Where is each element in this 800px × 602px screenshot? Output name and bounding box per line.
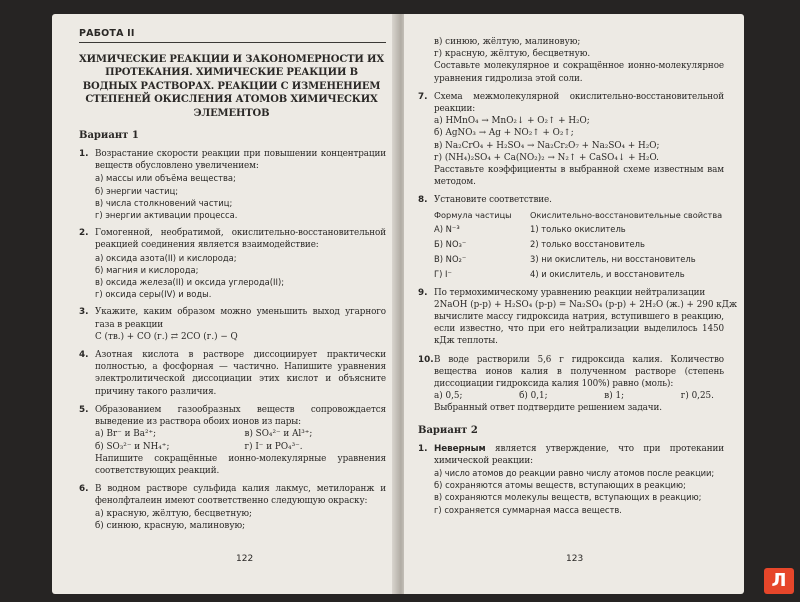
option: а) HMnO₄ → MnO₂↓ + O₂↑ + H₂O; [434, 116, 590, 127]
variant-label: Вариант 2 [418, 424, 478, 436]
right-page [404, 14, 744, 594]
question-text: В воде растворили 5,6 г гидроксида калия. Количество вещества ионов калия в полученном растворе (степень диссоциации гидроксида калия 100%) равно (моль): [434, 354, 724, 390]
question-2 [79, 227, 386, 300]
option: б) 0,1; [519, 391, 548, 402]
table-cell: Б) NO₃⁻ [434, 238, 467, 249]
option: в) оксида железа(II) и оксида углерода(II); [95, 277, 285, 288]
option: а) массы или объёма вещества; [95, 173, 236, 184]
question-number: 7. [418, 91, 428, 102]
question-text: Азотная кислота в растворе диссоциирует практически полностью, а фосфорная — частично. Напишите уравнения электролитической диссоциации этих кислот и объясните причину такого различия. [95, 350, 386, 397]
emphasis-word: Неверным [434, 443, 486, 454]
option: в) числа столкновений частиц; [95, 197, 233, 208]
question-number: 4. [79, 350, 89, 361]
option: б) магния и кислорода; [95, 264, 199, 275]
question-note: Расставьте коэффициенты в выбранной схеме известным вам методом. [434, 165, 724, 188]
table-header: Формула частицы [434, 209, 512, 220]
option: б) синюю, красную, малиновую; [95, 520, 246, 531]
question-text: Установите соответствие. [434, 195, 552, 206]
question-number: 2. [79, 228, 89, 239]
option: г) сохраняется суммарная масса веществ. [434, 504, 622, 515]
option: в) синюю, жёлтую, малиновую; [434, 37, 581, 47]
option: в) сохраняются молекулы веществ, вступающих в реакцию; [434, 492, 702, 503]
option: в) Na₂CrO₄ + H₂SO₄ → Na₂Cr₂O₇ + Na₂SO₄ + H₂O; [434, 140, 660, 151]
chapter-title: ХИМИЧЕСКИЕ РЕАКЦИИ И ЗАКОНОМЕРНОСТИ ИХ ПРОТЕКАНИЯ. ХИМИЧЕСКИЕ РЕАКЦИИ В ВОДНЫХ РАСТВОРАХ. РЕАКЦИИ С ИЗМЕНЕНИЕМ СТЕПЕНЕЙ ОКИСЛЕНИЯ АТОМОВ ХИМИЧЕСКИХ ЭЛЕМЕНТОВ [79, 54, 384, 119]
option: г) 0,25. [680, 391, 714, 402]
options-row [434, 390, 724, 402]
left-page [52, 14, 396, 594]
option: в) 1; [604, 391, 625, 402]
option: г) красную, жёлтую, бесцветную. [434, 49, 591, 60]
table-cell: 3) ни окислитель, ни восстановитель [530, 253, 696, 264]
option: г) I⁻ и PO₄³⁻. [244, 441, 303, 452]
question-note: Составьте молекулярное и сокращённое ионно-молекулярное уравнения гидролиза этой соли. [434, 61, 724, 84]
option: в) SO₄²⁻ и Al³⁺; [244, 429, 313, 440]
option: г) оксида серы(IV) и воды. [95, 289, 212, 300]
question-number: 8. [418, 195, 428, 206]
question-5 [79, 404, 386, 477]
equation: C (тв.) + CO (г.) ⇄ 2CO (г.) − Q [95, 331, 238, 342]
option: б) энергии частиц; [95, 185, 179, 196]
question-text: Образованием газообразных веществ сопровождается выведение из раствора обоих ионов из пары: [95, 404, 386, 428]
question-text-rest: является утверждение, что при протекании химической реакции: [434, 443, 724, 466]
question-text [434, 443, 724, 467]
option: г) (NH₄)₂SO₄ + Ca(NO₂)₂ → N₂↑ + CaSO₄↓ + H₂O. [434, 152, 659, 163]
question-number: 3. [79, 307, 89, 318]
option: а) число атомов до реакции равно числу атомов после реакции; [434, 468, 715, 479]
table-cell: 4) и окислитель, и восстановитель [530, 268, 685, 279]
running-head: РАБОТА II [79, 28, 386, 43]
question-4 [79, 349, 386, 398]
question-number: 5. [79, 404, 89, 415]
question-6 [79, 483, 386, 532]
question-number: 1. [418, 443, 428, 454]
question-text: Гомогенной, необратимой, окислительно-восстановительной реакцией соединения является взаимодействие: [95, 228, 386, 251]
option: б) сохраняются атомы веществ, вступающих в реакцию; [434, 480, 686, 491]
question-note: Напишите сокращённые ионно-молекулярные уравнения соответствующих реакций. [95, 453, 386, 476]
question-9 [418, 287, 738, 348]
option: а) красную, жёлтую, бесцветную; [95, 508, 253, 519]
question-number: 6. [79, 484, 89, 495]
option: а) 0,5; [434, 391, 463, 402]
option: б) SO₃²⁻ и NH₄⁺; [95, 441, 170, 452]
question-text: По термохимическому уравнению реакции нейтрализации [434, 287, 706, 298]
question-text-continued: вычислите массу гидроксида натрия, вступившего в реакцию, если известно, что при его нейтрализации выделилось 1450 кДж теплоты. [434, 312, 724, 347]
question-number: 10. [418, 354, 434, 365]
table-cell: А) N⁻³ [434, 223, 460, 234]
option: а) оксида азота(II) и кислорода; [95, 252, 237, 263]
question-number: 9. [418, 287, 428, 298]
question-1 [79, 148, 386, 221]
variant-2-question-1 [418, 443, 724, 516]
table-cell: В) NO₂⁻ [434, 253, 467, 264]
table-cell: 1) только окислитель [530, 223, 626, 234]
question-text: Возрастание скорости реакции при повышении концентрации веществ обусловлено увеличением: [95, 149, 386, 172]
matching-table [434, 209, 724, 281]
option: а) Br⁻ и Ba²⁺; [95, 429, 157, 440]
publisher-logo-icon: Л [764, 568, 794, 594]
page-number: 122 [236, 554, 254, 564]
question-6-continued [418, 36, 724, 85]
option: г) энергии активации процесса. [95, 210, 238, 221]
table-header: Окислительно-восстановительные свойства [530, 209, 723, 220]
table-cell: 2) только восстановитель [530, 238, 645, 249]
variant-label: Вариант 1 [79, 130, 139, 142]
question-8 [418, 194, 724, 280]
question-7 [418, 91, 724, 189]
question-10 [418, 354, 724, 415]
page-number: 123 [566, 554, 584, 564]
options-grid [95, 428, 386, 452]
question-number: 1. [79, 149, 89, 160]
table-cell: Г) I⁻ [434, 268, 452, 279]
question-text: Укажите, каким образом можно уменьшить выход угарного газа в реакции [95, 307, 386, 330]
question-note: Выбранный ответ подтвердите решением задачи. [434, 403, 662, 414]
equation: 2NaOH (р-р) + H₂SO₄ (р-р) = Na₂SO₄ (р-р) + 2H₂O (ж.) + 290 кДж [434, 299, 738, 310]
option: б) AgNO₃ → Ag + NO₂↑ + O₂↑; [434, 128, 574, 139]
question-3 [79, 306, 386, 343]
question-text: В водном растворе сульфида калия лакмус, метилоранж и фенолфталеин имеют соответственно следующую окраску: [95, 484, 386, 507]
question-text: Схема межмолекулярной окислительно-восстановительной реакции: [434, 91, 724, 115]
